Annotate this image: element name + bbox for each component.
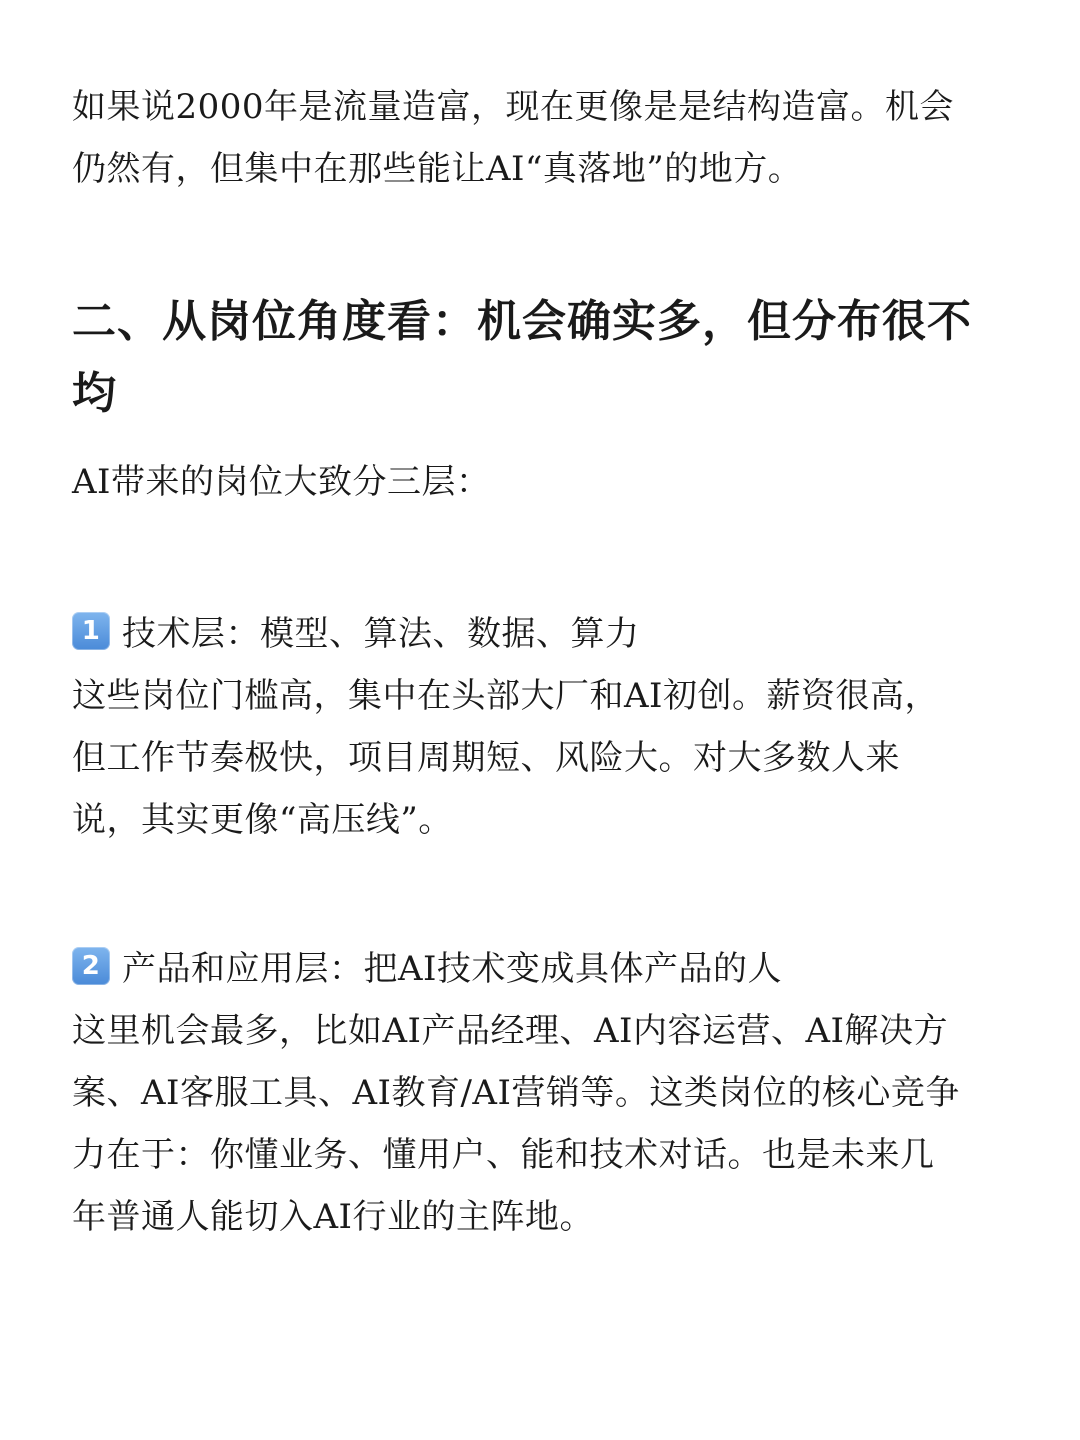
layer-2-body-line-4: 年普通人能切入AI行业的主阵地。 xyxy=(72,1197,594,1237)
layer-1-body-line-3: 说，其实更像“高压线”。 xyxy=(72,800,453,840)
layer-2-body-line-3: 力在于：你懂业务、懂用户、能和技术对话。也是未来几 xyxy=(72,1135,935,1175)
keycap-digit-two-icon: 2 xyxy=(72,947,110,985)
keycap-digit-one-icon: 1 xyxy=(72,612,110,650)
layer-2-title-row xyxy=(72,938,1008,1000)
section-lead-text: AI带来的岗位大致分三层： xyxy=(72,462,491,502)
layer-2-block xyxy=(72,938,1008,1248)
layer-1-body-line-1: 这些岗位门槛高，集中在头部大厂和AI初创。薪资很高， xyxy=(72,676,939,716)
layer-1-title-row xyxy=(72,603,1008,665)
layer-2-body-line-2: 案、AI客服工具、AI教育/AI营销等。这类岗位的核心竞争 xyxy=(72,1073,960,1113)
section-heading xyxy=(72,286,1008,430)
layer-2-title: 产品和应用层：把AI技术变成具体产品的人 xyxy=(122,949,782,989)
section-heading-line-1: 二、从岗位角度看：机会确实多，但分布很不 xyxy=(72,296,972,347)
layer-2-body-line-1: 这里机会最多，比如AI产品经理、AI内容运营、AI解决方 xyxy=(72,1011,948,1051)
section-lead xyxy=(72,451,1008,513)
intro-line-1: 如果说2000年是流量造富，现在更像是是结构造富。机会 xyxy=(72,87,955,127)
section-heading-line-2: 均 xyxy=(72,368,117,419)
intro-paragraph xyxy=(72,76,1008,200)
layer-1-body-line-2: 但工作节奏极快，项目周期短、风险大。对大多数人来 xyxy=(72,738,900,778)
intro-line-2: 仍然有，但集中在那些能让AI“真落地”的地方。 xyxy=(72,149,803,189)
layer-1-block xyxy=(72,603,1008,851)
layer-1-title: 技术层：模型、算法、数据、算力 xyxy=(122,614,640,654)
